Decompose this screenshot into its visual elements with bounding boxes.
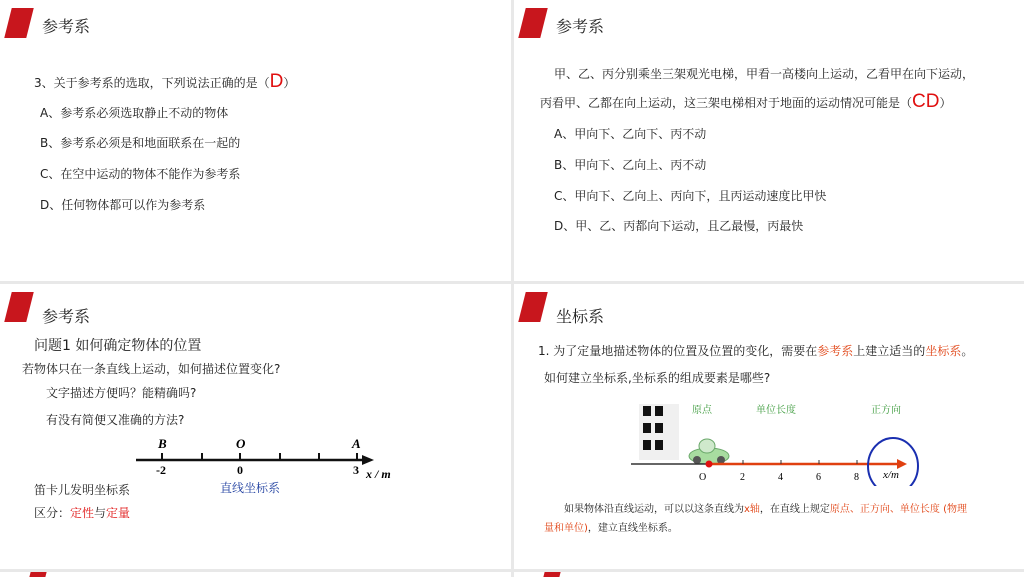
- option-d: D、甲、乙、丙都向下运动，且乙最慢，丙最快: [554, 219, 804, 233]
- intro-line-1: 1. 为了定量地描述物体的位置及位置的变化，需要在参考系上建立适当的坐标系。: [538, 344, 974, 358]
- answer-mark: D: [269, 71, 284, 92]
- descartes-note: 笛卡儿发明坐标系: [34, 483, 131, 497]
- origin-label: 原点: [692, 405, 712, 416]
- slide-title: 参考系: [42, 307, 91, 326]
- distinguish-line: 区分：定性与定量: [34, 506, 131, 520]
- axis-label: x/m: [883, 469, 899, 481]
- option-c: C、在空中运动的物体不能作为参考系: [40, 167, 241, 181]
- tick-label: -2: [156, 463, 166, 477]
- option-c: C、甲向下、乙向上、丙向下，且丙运动速度比甲快: [554, 189, 827, 203]
- option-a: A、参考系必须选取静止不动的物体: [40, 106, 229, 120]
- slide-panel-2[interactable]: [514, 0, 1024, 281]
- slide-panel-4[interactable]: [514, 284, 1024, 569]
- slide-panel-5-partial[interactable]: [0, 572, 511, 577]
- slide-title: 参考系: [42, 17, 91, 36]
- tick-label: O: [699, 472, 707, 483]
- car-icon: [689, 439, 729, 464]
- option-b: B、参考系必须是和地面联系在一起的: [40, 136, 241, 150]
- origin-point: [706, 461, 713, 468]
- question-line-2: 丙看甲、乙都在向上运动，这三架电梯相对于地面的运动情况可能是（CD）: [540, 91, 952, 112]
- title-accent-bar: [518, 8, 547, 38]
- building-icon: [639, 404, 679, 460]
- question-line-3: 有没有简便又准确的方法?: [46, 413, 185, 427]
- slide-panel-6-partial[interactable]: [514, 572, 1024, 577]
- question-line-1: 甲、乙、丙分别乘坐三架观光电梯，甲看一高楼向上运动，乙看甲在向下运动，: [554, 67, 975, 81]
- summary-line-1: 如果物体沿直线运动，可以以这条直线为x轴，在直线上规定原点、正方向、单位长度 (物理: [564, 504, 968, 515]
- answer-mark: CD: [912, 91, 940, 112]
- tick-label: 3: [353, 463, 359, 477]
- option-d: D、任何物体都可以作为参考系: [40, 198, 206, 212]
- title-accent-bar: [543, 572, 560, 577]
- title-accent-bar: [518, 292, 547, 322]
- tick-label: 2: [740, 472, 745, 483]
- title-accent-bar: [29, 572, 46, 577]
- summary-line-2: 量和单位)，建立直线坐标系。: [544, 523, 678, 534]
- point-label-b: B: [158, 436, 167, 451]
- direction-label: 正方向: [871, 405, 901, 416]
- title-accent-bar: [4, 8, 33, 38]
- unit-length-label: 单位长度: [756, 405, 796, 416]
- axis-label: x / m: [366, 467, 391, 481]
- option-b: B、甲向下、乙向上、丙不动: [554, 158, 707, 172]
- axis-caption: 直线坐标系: [220, 481, 281, 495]
- question-heading: 问题1 如何确定物体的位置: [34, 338, 202, 354]
- question-line-2: 文字描述方便吗？能精确吗?: [46, 386, 197, 400]
- question-text: 3、关于参考系的选取，下列说法正确的是（D）: [34, 71, 296, 92]
- intro-line-2: 如何建立坐标系,坐标系的组成要素是哪些?: [544, 371, 771, 385]
- slide-panel-1[interactable]: [0, 0, 511, 281]
- point-label-a: A: [352, 436, 361, 451]
- title-accent-bar: [4, 292, 33, 322]
- slide-panel-3[interactable]: [0, 284, 511, 569]
- axis-arrow-icon: [897, 459, 907, 469]
- point-label-o: O: [236, 436, 246, 451]
- option-a: A、甲向下、乙向下、丙不动: [554, 127, 707, 141]
- tick-label: 0: [237, 463, 243, 477]
- slide-title: 坐标系: [556, 307, 605, 326]
- tick-label: 4: [778, 472, 783, 483]
- tick-label: 6: [816, 472, 821, 483]
- slide-title: 参考系: [556, 17, 605, 36]
- tick-label: 8: [854, 472, 859, 483]
- number-line-figure: [130, 432, 410, 484]
- question-line-1: 若物体只在一条直线上运动，如何描述位置变化?: [22, 362, 281, 376]
- axis-arrow-icon: [362, 455, 374, 465]
